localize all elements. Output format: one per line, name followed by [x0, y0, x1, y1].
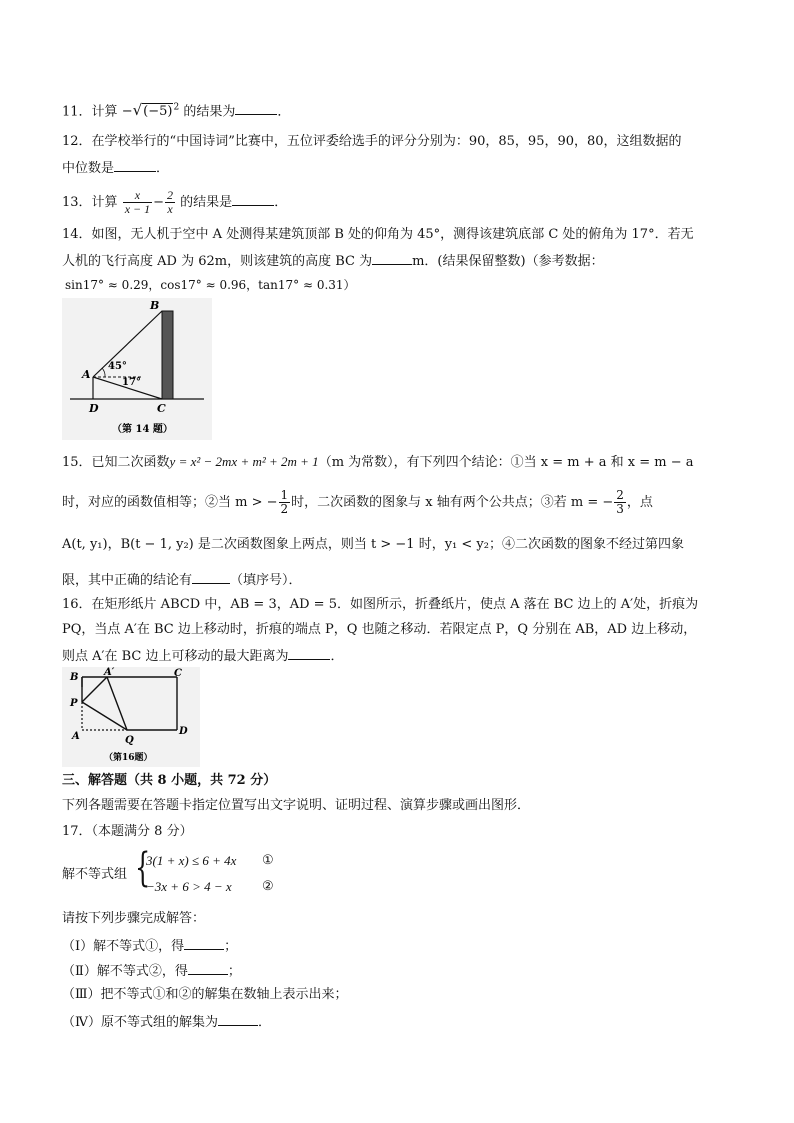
- q11-radicand: (−5): [143, 104, 173, 120]
- q17-mark1: ①: [262, 853, 274, 868]
- q14-angle-45-label: 45°: [108, 361, 127, 372]
- q14-label-A: A: [82, 368, 91, 381]
- q17-step2-blank[interactable]: [188, 961, 228, 975]
- q15-formula: y = x² − 2mx + m² + 2m + 1: [169, 454, 319, 469]
- q15-line2: [62, 487, 653, 519]
- q13-f1-den: x − 1: [124, 202, 151, 216]
- q15-fraction-half: [279, 489, 291, 516]
- q15-line4: [62, 570, 302, 590]
- q15-line2a: 时，对应的函数值相等；②当 m > −: [62, 495, 278, 510]
- q15-third-num: 2: [616, 488, 624, 502]
- q15-line1a: 15．已知二次函数: [62, 455, 170, 470]
- q11-answer-blank[interactable]: [235, 101, 277, 115]
- q11-line: [62, 99, 290, 121]
- q17-inequality1: 3(1 + x) ≤ 6 + 4x: [146, 853, 237, 868]
- q14-figure: [62, 298, 212, 440]
- q15-line2c: ，点: [626, 495, 653, 510]
- q14-angle-17-label: 17°: [122, 377, 141, 388]
- q12-end: ．: [156, 161, 170, 176]
- q11-exponent: 2: [173, 103, 180, 113]
- q14-line2b: m．(结果保留整数)（参考数据：: [412, 254, 604, 269]
- q12-line2-text: 中位数是: [62, 161, 115, 176]
- q15-answer-blank[interactable]: [192, 570, 230, 584]
- q14-answer-blank[interactable]: [372, 251, 412, 265]
- q16-figure: [62, 667, 200, 767]
- q17-inequality2: −3x + 6 > 4 − x: [146, 879, 232, 894]
- q13-f1-num: x: [123, 189, 152, 203]
- q14-label-C: C: [157, 402, 166, 415]
- q17-head: 17．（本题满分 8 分）: [62, 824, 193, 839]
- q13-fraction1: [123, 189, 152, 216]
- q17-step3: （Ⅲ）把不等式①和②的解集在数轴上表示出来；: [62, 987, 348, 1002]
- q11-end: ．: [277, 104, 291, 120]
- q16-line3b: ．: [330, 649, 344, 664]
- q14-line2a: 人机的飞行高度 AD 为 62m，则该建筑的高度 BC 为: [62, 254, 373, 269]
- q14-building: [162, 311, 173, 399]
- q17-step4-text: （Ⅳ）原不等式组的解集为: [62, 1015, 218, 1030]
- q11-prefix: 11．计算: [62, 104, 118, 120]
- q12-line1: 12．在学校举行的“中国诗词”比赛中，五位评委给选手的评分分别为：90，85，95，90，80，这组数据的: [62, 134, 682, 149]
- q16-label-B: B: [70, 672, 79, 683]
- q16-label-A: A: [72, 731, 80, 742]
- q17-intro: 请按下列步骤完成解答：: [62, 911, 206, 926]
- q13-end: ．: [274, 195, 288, 210]
- section3-desc: 下列各题需要在答题卡指定位置写出文字说明、证明过程、演算步骤或画出图形．: [62, 798, 531, 813]
- q15-line2b: 时，二次函数的图象与 x 轴有两个公共点；③若 m = −: [291, 495, 614, 510]
- q16-caption: （第16题）: [104, 753, 153, 763]
- q13-fraction2: [165, 189, 175, 216]
- q14-line2: [62, 251, 604, 271]
- q17-step1: [62, 936, 237, 956]
- q12-line2: [62, 158, 169, 178]
- q16-line3: [62, 646, 344, 666]
- q17-step1-blank[interactable]: [184, 936, 224, 950]
- q15-half-num: 1: [280, 488, 289, 502]
- q17-brace: {: [135, 845, 151, 891]
- q17-step1-end: ；: [224, 939, 238, 954]
- q16-label-D: D: [179, 726, 188, 737]
- q11-expression: $-√(-5)^2$: [121, 101, 180, 120]
- q15-line4a: 限，其中正确的结论有: [62, 573, 193, 588]
- q11-suffix: 的结果为: [183, 104, 236, 120]
- q16-line2: PQ，当点 A′在 BC 边上移动时，折痕的端点 P，Q 也随之移动．若限定点 P，Q 分别在 AB，AD 边上移动，: [62, 622, 697, 637]
- q17-step4: [62, 1012, 271, 1032]
- q15-line3: A(t, y₁)，B(t − 1, y₂) 是二次函数图象上两点，则当 t > −1 时，y₁ < y₂；④二次函数的图象不经过第四象: [62, 537, 684, 552]
- q16-label-Q: Q: [125, 735, 134, 746]
- q16-line3a: 则点 A′在 BC 边上可移动的最大距离为: [62, 649, 289, 664]
- q15-line1: [62, 453, 694, 472]
- q16-line1: 16．在矩形纸片 ABCD 中，AB = 3，AD = 5．如图所示，折叠纸片，使点 A 落在 BC 边上的 A′处，折痕为: [62, 597, 699, 612]
- q13-suffix: 的结果是: [180, 195, 233, 210]
- q17-step4-end: ．: [258, 1015, 272, 1030]
- q17-label: 解不等式组: [62, 867, 128, 882]
- q15-half-den: 2: [280, 502, 289, 516]
- q17-step2-text: （Ⅱ）解不等式②，得: [62, 964, 188, 979]
- q13-f2-num: 2: [167, 188, 174, 202]
- q14-line1: 14．如图，无人机于空中 A 处测得某建筑顶部 B 处的仰角为 45°，测得该建筑底部 C 处的俯角为 17°．若无: [62, 227, 694, 242]
- q15-third-den: 3: [616, 502, 624, 516]
- q14-label-D: D: [89, 402, 99, 415]
- q16-label-P: P: [70, 698, 78, 709]
- q16-label-A-prime: A′: [104, 667, 115, 678]
- q16-label-C: C: [174, 668, 182, 679]
- q14-line3: sin17° ≈ 0.29，cos17° ≈ 0.96，tan17° ≈ 0.31）: [65, 278, 356, 292]
- q15-line4b: （填序号）．: [230, 573, 302, 588]
- q13-prefix: 13．计算: [62, 195, 118, 210]
- q17-step4-blank[interactable]: [218, 1012, 258, 1026]
- q13-answer-blank[interactable]: [232, 192, 274, 206]
- q13-f2-den: x: [167, 202, 173, 216]
- q12-answer-blank[interactable]: [114, 158, 156, 172]
- q16-answer-blank[interactable]: [288, 646, 330, 660]
- section3-title: 三、解答题（共 8 小题，共 72 分）: [62, 773, 277, 788]
- q13-line: 13．计算 $\frac{x}{x - 1}$ − $\frac{2}{x}$ 的结果是 ．: [62, 188, 288, 216]
- q15-line1b: （m 为常数），有下列四个结论：①当 x = m + a 和 x = m − a: [318, 455, 694, 470]
- q14-label-B: B: [150, 299, 160, 312]
- q17-step2-end: ；: [227, 964, 241, 979]
- q17-mark2: ②: [262, 879, 274, 894]
- q14-caption: （第 14 题）: [112, 424, 173, 435]
- q17-step1-text: （Ⅰ）解不等式①，得: [62, 939, 185, 954]
- q17-step2: [62, 961, 241, 981]
- q15-fraction-third: [614, 489, 626, 516]
